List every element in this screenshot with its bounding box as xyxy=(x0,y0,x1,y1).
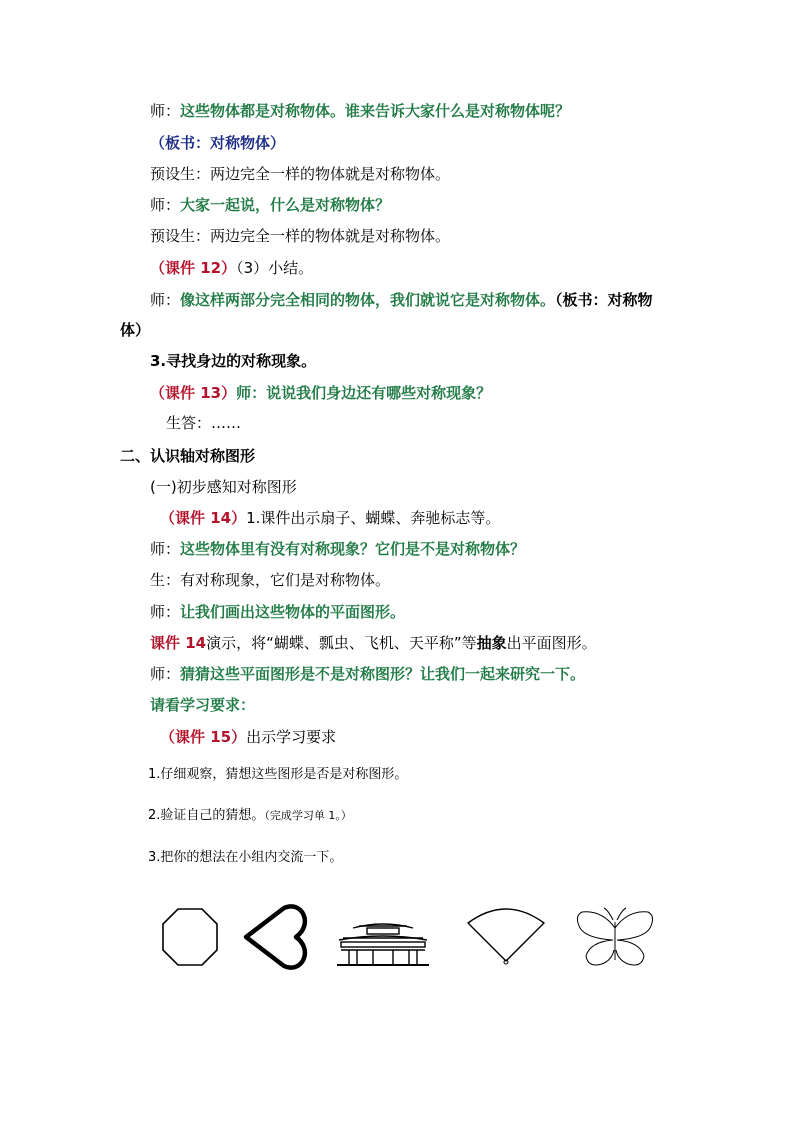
requirement-item: 3.把你的想法在小组内交流一下。 xyxy=(148,850,343,865)
octagon-icon xyxy=(160,906,220,968)
teacher-speech: 这些物体里有没有对称现象？它们是不是对称物体？ xyxy=(180,540,526,558)
line-teacher-question xyxy=(150,101,570,121)
speaker: 师： xyxy=(150,102,181,120)
line-courseware-12 xyxy=(150,258,313,278)
courseware-tag: （课件 14） xyxy=(160,509,247,527)
teacher-speech: 这些物体都是对称物体。谁来告诉大家什么是对称物体呢？ xyxy=(180,102,571,120)
fan-icon xyxy=(463,905,549,967)
courseware-tag: （课件 13） xyxy=(150,384,237,402)
courseware-desc: 出示学习要求 xyxy=(246,728,337,746)
teacher-speech: 让我们画出这些物体的平面图形。 xyxy=(180,603,406,621)
courseware-tag: 课件 14 xyxy=(150,634,207,652)
board-note-wrap: 体） xyxy=(120,321,151,339)
requirement-item: 1.仔细观察，猜想这些图形是否是对称图形。 xyxy=(148,767,408,782)
board-note: （板书：对称物体） xyxy=(150,134,286,152)
speaker: 师： xyxy=(150,540,181,558)
teacher-speech: 师：说说我们身边还有哪些对称现象？ xyxy=(236,384,492,402)
line-courseware-13 xyxy=(150,383,491,403)
requirement-note: （完成学习单 1。） xyxy=(264,809,352,822)
courseware-tag: （课件 15） xyxy=(160,728,247,746)
courseware-desc: 1.课件出示扇子、蝴蝶、奔驰标志等。 xyxy=(246,509,501,527)
demo-text: 出平面图形。 xyxy=(506,634,597,652)
line-teacher-question xyxy=(150,539,525,559)
step-heading: 3.寻找身边的对称现象。 xyxy=(150,352,317,370)
expected-answer: 预设生：两边完全一样的物体就是对称物体。 xyxy=(150,227,451,245)
butterfly-icon xyxy=(572,906,658,972)
line-teacher-prompt xyxy=(150,195,390,215)
speaker: 师： xyxy=(150,196,181,214)
teacher-speech: 像这样两部分完全相同的物体，我们就说它是对称物体。 xyxy=(180,291,556,309)
courseware-tag: （课件 12） xyxy=(150,259,237,277)
subsection-heading: (一)初步感知对称图形 xyxy=(150,478,297,496)
speaker: 师： xyxy=(150,665,181,683)
speaker: 师： xyxy=(150,291,181,309)
demo-text: 演示，将“蝴蝶、瓢虫、飞机、天平称”等 xyxy=(206,634,477,652)
student-answer: 生答：…… xyxy=(166,414,242,432)
requirements-intro: 请看学习要求： xyxy=(150,696,256,714)
speaker: 师： xyxy=(150,603,181,621)
heart-icon xyxy=(240,902,310,972)
line-teacher-question xyxy=(150,664,585,684)
requirement-text: 2.验证自己的猜想。 xyxy=(148,808,265,823)
summary-text: （3）小结。 xyxy=(236,259,314,277)
line-courseware-14 xyxy=(160,508,500,528)
line-teacher-definition xyxy=(150,290,653,310)
line-teacher-instruction xyxy=(150,602,405,622)
teacher-speech: 猜猜这些平面图形是不是对称图形？让我们一起来研究一下。 xyxy=(180,665,586,683)
expected-answer: 预设生：两边完全一样的物体就是对称物体。 xyxy=(150,165,451,183)
emphasis-text: 抽象 xyxy=(476,634,507,652)
requirement-item xyxy=(148,806,352,826)
gate-building-icon xyxy=(333,916,433,968)
teacher-speech: 大家一起说，什么是对称物体？ xyxy=(180,196,391,214)
section-heading: 二、认识轴对称图形 xyxy=(120,447,256,465)
student-answer: 生：有对称现象，它们是对称物体。 xyxy=(150,571,391,589)
line-courseware-14-demo xyxy=(150,633,597,653)
board-note: （板书：对称物 xyxy=(555,291,653,309)
line-courseware-15 xyxy=(160,727,336,747)
